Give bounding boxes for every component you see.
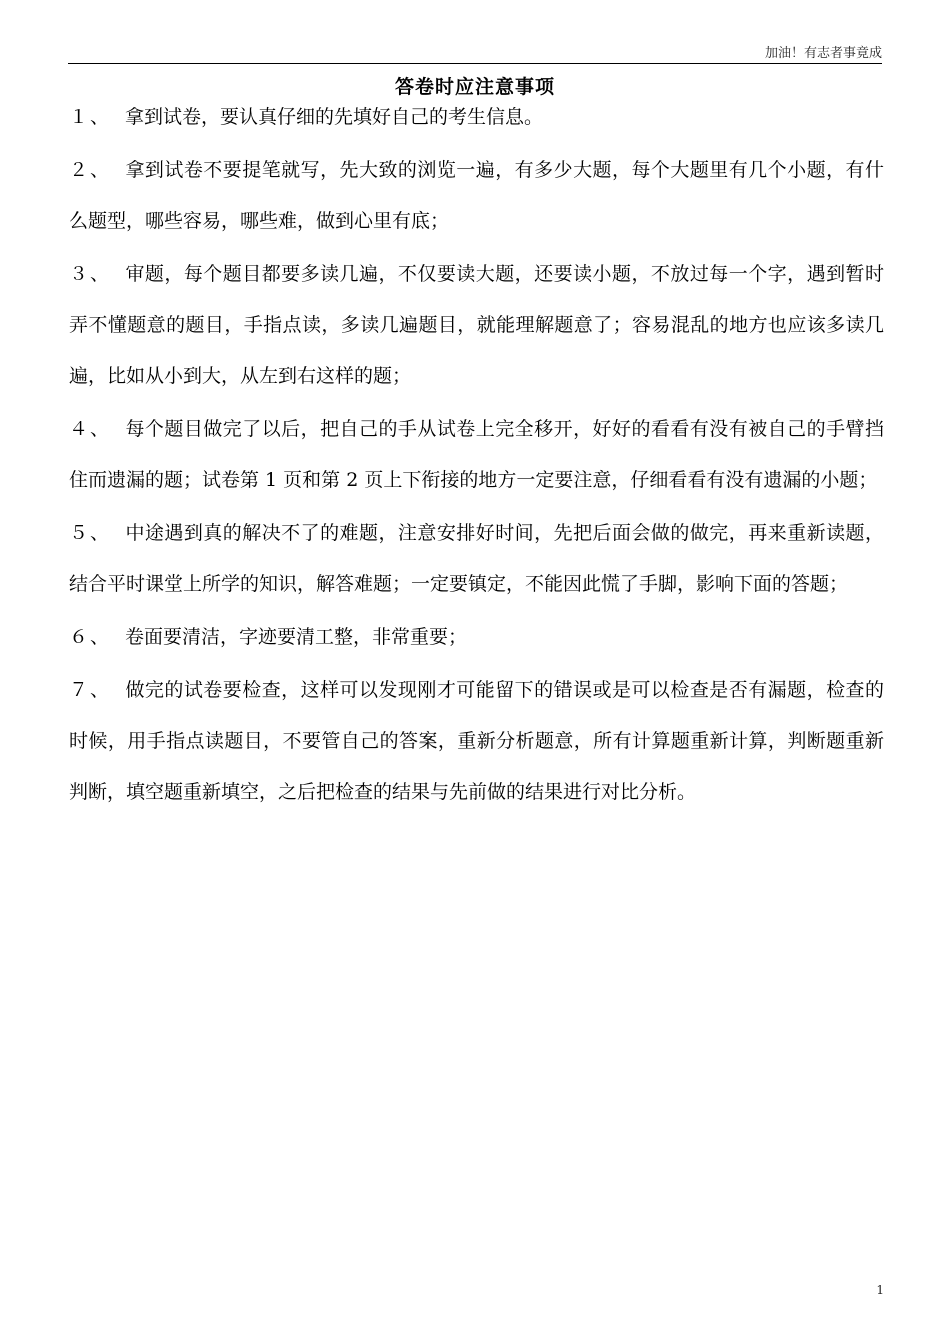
item-number: ３、 — [69, 263, 112, 285]
item-text: 拿到试卷，要认真仔细的先填好自己的考生信息。 — [125, 106, 544, 128]
item-number: ６、 — [69, 626, 112, 648]
list-item-3 — [69, 249, 884, 402]
item-number: １、 — [69, 106, 112, 128]
list-item-4 — [69, 404, 884, 506]
item-text: 中途遇到真的解决不了的难题，注意安排好时间，先把后面会做的做完，再来重新读题，结合平时课堂上所学的知识，解答难题；一定要镇定，不能因此慌了手脚，影响下面的答题； — [69, 522, 884, 595]
page-number: 1 — [876, 1283, 884, 1297]
item-number: ５、 — [69, 522, 112, 544]
list-item-6 — [69, 612, 884, 663]
list-item-5 — [69, 508, 884, 610]
item-text: 卷面要清洁，字迹要清工整，非常重要； — [125, 626, 468, 648]
item-text: 做完的试卷要检查，这样可以发现刚才可能留下的错误或是可以检查是否有漏题，检查的时候，用手指点读题目，不要管自己的答案，重新分析题意，所有计算题重新计算，判断题重新判断，填空题重新填空，之后把检查的结果与先前做的结果进行对比分析。 — [69, 679, 884, 803]
item-text: 每个题目做完了以后，把自己的手从试卷上完全移开，好好的看看有没有被自己的手臂挡住而遗漏的题；试卷第 1 页和第 2 页上下衔接的地方一定要注意，仔细看看有没有遗漏的小题； — [69, 418, 884, 491]
item-text: 拿到试卷不要提笔就写，先大致的浏览一遍，有多少大题，每个大题里有几个小题，有什么题型，哪些容易，哪些难，做到心里有底； — [69, 159, 884, 232]
item-number: ４、 — [69, 418, 112, 440]
list-item-2 — [69, 145, 884, 247]
list-item-7 — [69, 665, 884, 818]
document-body — [69, 92, 884, 818]
item-text: 审题，每个题目都要多读几遍，不仅要读大题，还要读小题，不放过每一个字，遇到暂时弄不懂题意的题目，手指点读，多读几遍题目，就能理解题意了；容易混乱的地方也应该多读几遍，比如从小到大，从左到右这样的题； — [69, 263, 884, 387]
item-number: ７、 — [69, 679, 112, 701]
item-number: ２、 — [69, 159, 112, 181]
header-divider — [68, 63, 882, 64]
document-title: 答卷时应注意事项 — [394, 76, 555, 98]
header-slogan: 加油！有志者事竟成 — [764, 46, 882, 61]
list-item-1 — [69, 92, 884, 143]
